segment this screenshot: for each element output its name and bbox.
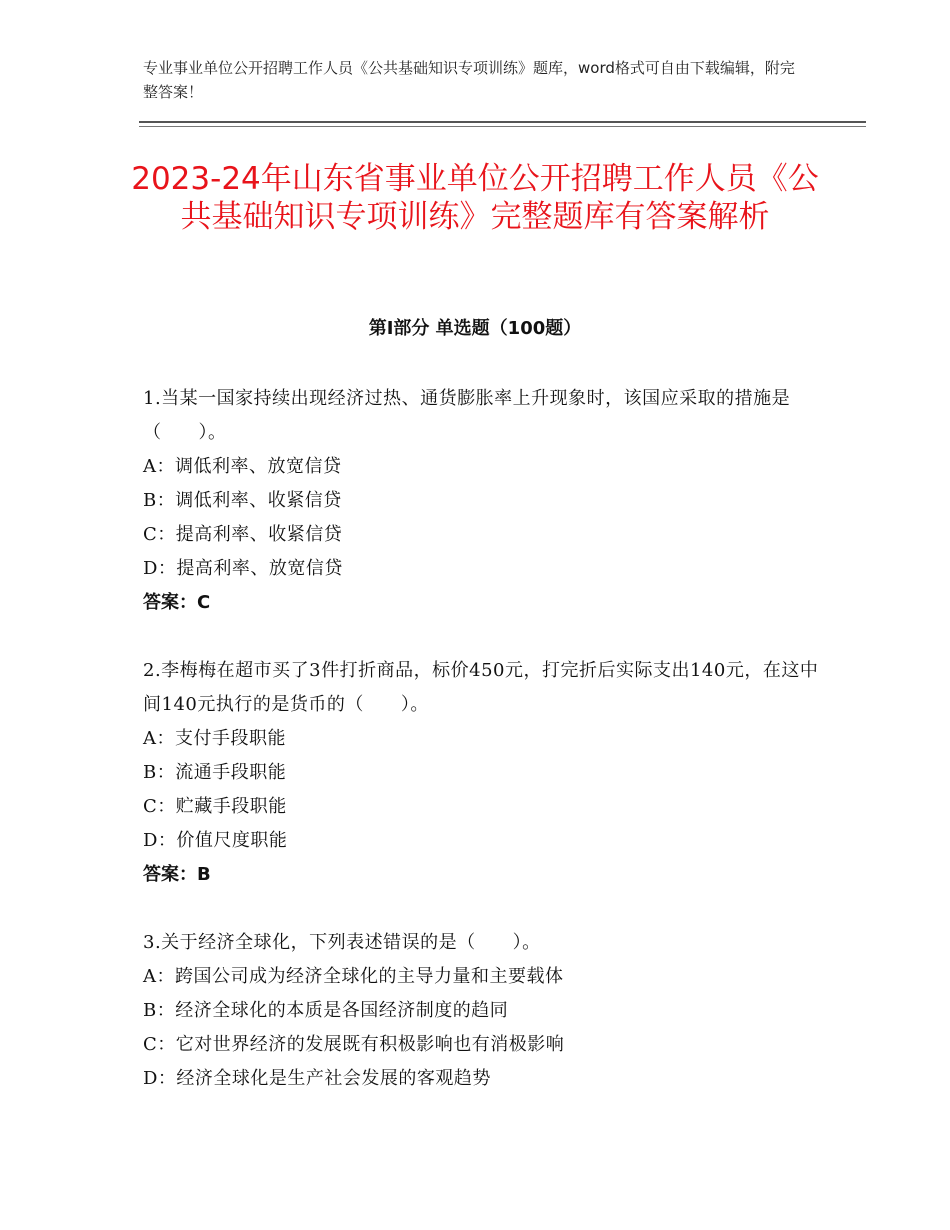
option-b: B：流通手段职能 bbox=[143, 762, 287, 783]
question-stem: 1.当某一国家持续出现经济过热、通货膨胀率上升现象时，该国应采取的措施是（ ）。 bbox=[143, 388, 791, 443]
option-d: D：经济全球化是生产社会发展的客观趋势 bbox=[143, 1068, 491, 1089]
option-b: B：调低利率、收紧信贷 bbox=[143, 490, 342, 511]
option-c: C：贮藏手段职能 bbox=[143, 796, 287, 817]
question-stem: 3.关于经济全球化，下列表述错误的是（ ）。 bbox=[143, 932, 541, 953]
option-c: C：它对世界经济的发展既有积极影响也有消极影响 bbox=[143, 1034, 565, 1055]
question-list bbox=[143, 382, 823, 1130]
option-d: D：提高利率、放宽信贷 bbox=[143, 558, 343, 579]
question-2 bbox=[143, 654, 823, 892]
option-b: B：经济全球化的本质是各国经济制度的趋同 bbox=[143, 1000, 509, 1021]
section-heading: 第Ⅰ部分 单选题（100题） bbox=[368, 318, 582, 339]
option-a: A：调低利率、放宽信贷 bbox=[143, 456, 342, 477]
header-divider-thick bbox=[139, 121, 866, 123]
option-c: C：提高利率、收紧信贷 bbox=[143, 524, 343, 545]
option-a: A：支付手段职能 bbox=[143, 728, 286, 749]
header-divider-thin bbox=[139, 126, 866, 127]
option-a: A：跨国公司成为经济全球化的主导力量和主要载体 bbox=[143, 966, 564, 987]
header-note: 专业事业单位公开招聘工作人员《公共基础知识专项训练》题库，word格式可自由下载编辑，附完整答案！ bbox=[143, 59, 795, 101]
question-stem: 2.李梅梅在超市买了3件打折商品，标价450元，打完折后实际支出140元，在这中间140元执行的是货币的（ ）。 bbox=[143, 660, 819, 715]
question-1 bbox=[143, 382, 823, 620]
question-3 bbox=[143, 926, 823, 1096]
option-d: D：价值尺度职能 bbox=[143, 830, 288, 851]
document-title: 2023-24年山东省事业单位公开招聘工作人员《公共基础知识专项训练》完整题库有答案解析 bbox=[131, 161, 819, 235]
answer: 答案：C bbox=[143, 592, 211, 613]
answer: 答案：B bbox=[143, 864, 211, 885]
